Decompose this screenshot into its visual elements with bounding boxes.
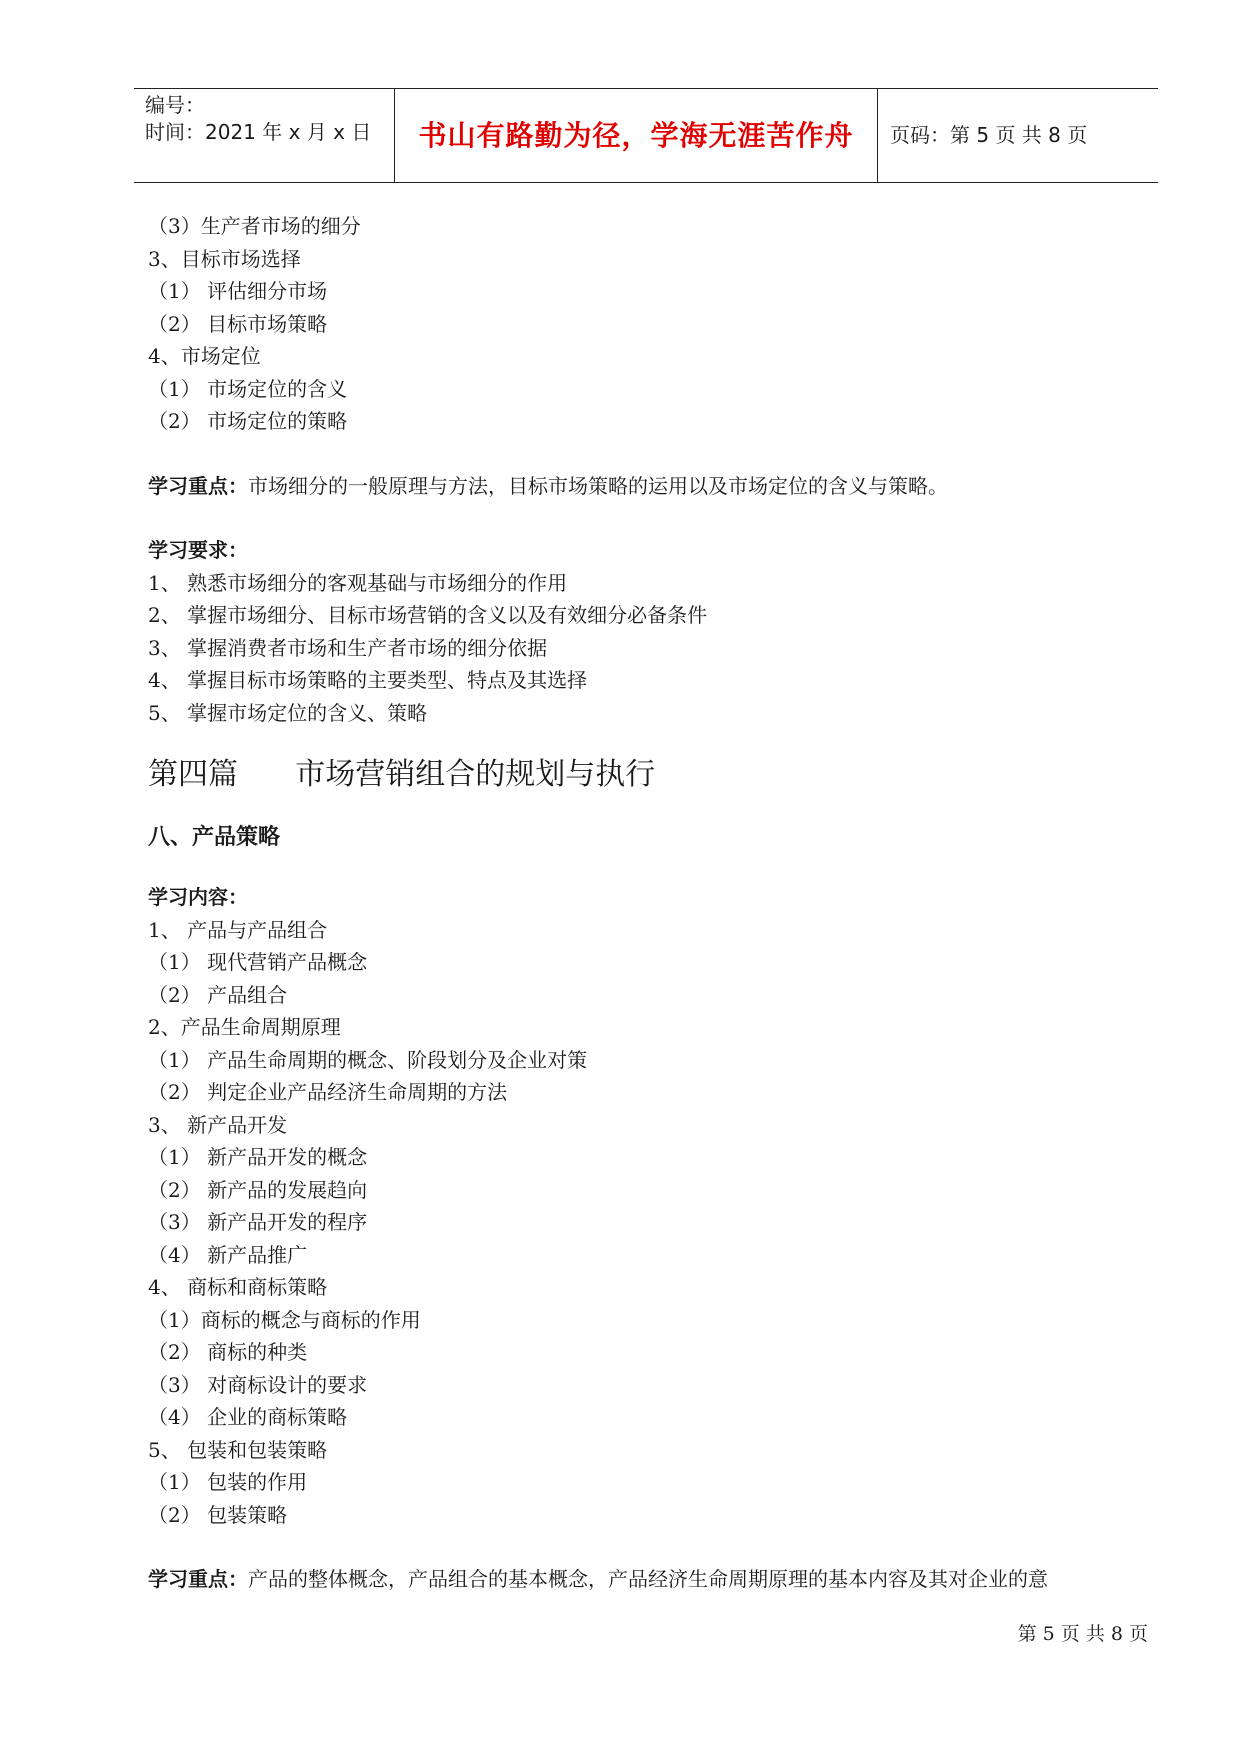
time-label: 时间：2021 年 x 月 x 日 xyxy=(145,120,372,144)
list-item: 3、 掌握消费者市场和生产者市场的细分依据 xyxy=(148,635,548,660)
list-item: （3） 新产品开发的程序 xyxy=(148,1210,368,1234)
list-item: （1） 现代营销产品概念 xyxy=(148,950,368,974)
list-item: （3） 对商标设计的要求 xyxy=(148,1372,368,1397)
block1-list xyxy=(148,210,1148,438)
list-item: 5、 包装和包装策略 xyxy=(148,1437,328,1462)
list-item: 2、产品生命周期原理 xyxy=(148,1015,341,1039)
list-item: （2） 产品组合 xyxy=(148,982,288,1007)
list-item: （2） 新产品的发展趋向 xyxy=(148,1177,368,1202)
focus-label: 学习重点： xyxy=(148,1567,248,1591)
content-list xyxy=(148,914,1148,1532)
section-title: 八、产品策略 xyxy=(148,825,281,850)
list-item: 1、 产品与产品组合 xyxy=(148,917,328,942)
list-item: （1） 评估细分市场 xyxy=(148,279,328,303)
list-item: 4、市场定位 xyxy=(148,344,261,368)
number-label: 编号： xyxy=(145,93,205,117)
focus-paragraph xyxy=(148,1563,1148,1596)
requirements-label: 学习要求： xyxy=(148,538,248,562)
list-item: （1） 产品生命周期的概念、阶段划分及企业对策 xyxy=(148,1047,588,1072)
list-item: （3）生产者市场的细分 xyxy=(148,214,361,238)
list-item: （2） 包装策略 xyxy=(148,1502,288,1527)
content-label: 学习内容： xyxy=(148,885,248,909)
list-item: （1） 包装的作用 xyxy=(148,1470,308,1494)
list-item: （2） 判定企业产品经济生命周期的方法 xyxy=(148,1080,508,1104)
header-left-cell xyxy=(134,89,394,182)
list-item: 1、 熟悉市场细分的客观基础与市场细分的作用 xyxy=(148,570,568,595)
list-item: （1） 新产品开发的概念 xyxy=(148,1145,368,1169)
list-item: 5、 掌握市场定位的含义、策略 xyxy=(148,700,428,725)
list-item: 3、目标市场选择 xyxy=(148,246,301,271)
list-item: （1） 市场定位的含义 xyxy=(148,376,348,401)
list-item: （4） 新产品推广 xyxy=(148,1242,308,1267)
list-item: （2） 目标市场策略 xyxy=(148,311,328,336)
list-item: 4、 商标和商标策略 xyxy=(148,1275,328,1299)
page-header xyxy=(134,88,1158,183)
page-info: 页码：第 5 页 共 8 页 xyxy=(890,123,1088,147)
list-item: 4、 掌握目标市场策略的主要类型、特点及其选择 xyxy=(148,668,588,692)
requirements-list xyxy=(148,567,1148,730)
focus-label: 学习重点： xyxy=(148,473,248,498)
part-title: 第四篇 市场营销组合的规划与执行 xyxy=(148,757,656,792)
list-item: （2） 市场定位的策略 xyxy=(148,409,348,433)
page-footer: 第 5 页 共 8 页 xyxy=(1017,1623,1148,1645)
focus-text: 产品的整体概念，产品组合的基本概念，产品经济生命周期原理的基本内容及其对企业的意 xyxy=(248,1567,1048,1591)
list-item: 3、 新产品开发 xyxy=(148,1112,288,1137)
list-item: （4） 企业的商标策略 xyxy=(148,1405,348,1429)
list-item: （2） 商标的种类 xyxy=(148,1340,308,1364)
document-body xyxy=(148,210,1148,1596)
list-item: 2、 掌握市场细分、目标市场营销的含义以及有效细分必备条件 xyxy=(148,603,708,627)
focus-paragraph xyxy=(148,470,1148,503)
list-item: （1）商标的概念与商标的作用 xyxy=(148,1307,421,1332)
focus-text: 市场细分的一般原理与方法，目标市场策略的运用以及市场定位的含义与策略。 xyxy=(248,473,948,498)
motto: 书山有路勤为径，学海无涯苦作舟 xyxy=(394,89,878,182)
